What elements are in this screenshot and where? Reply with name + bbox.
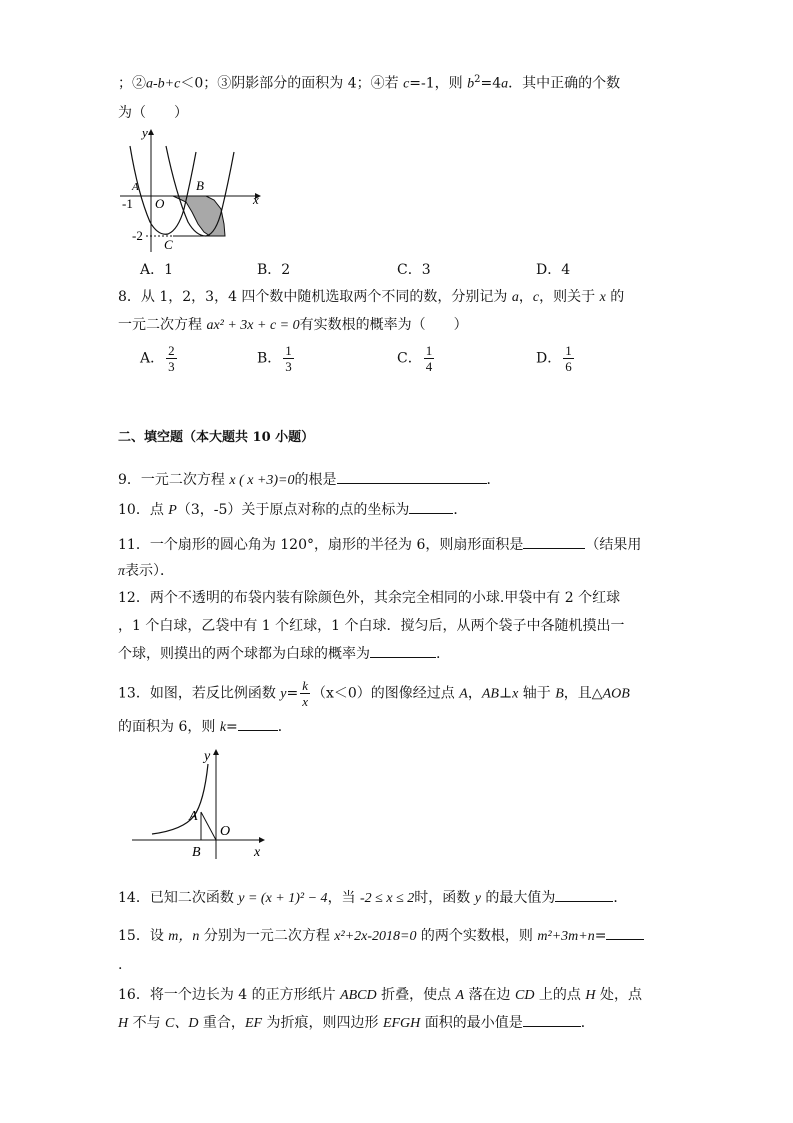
numerator: 2 <box>168 343 175 358</box>
q16-text: ． <box>580 1015 595 1031</box>
fraction <box>166 343 177 374</box>
q9-text: ． <box>486 472 501 488</box>
q13-text: ，且△ <box>563 685 603 702</box>
q9 <box>118 469 501 491</box>
q7-option-a: A．1 <box>140 262 174 278</box>
q7-option-b: B．2 <box>257 262 291 278</box>
q7-text: ② <box>132 75 146 92</box>
q8-text: 有实数根的概率为（ ） <box>299 317 468 333</box>
q7-line-1 <box>118 70 620 95</box>
q12-text: 个球，则摸出的两个球都为白球的概率为 <box>118 646 370 662</box>
q13-hyperbola-figure <box>128 744 278 864</box>
option-label: C． <box>397 350 422 367</box>
answer-blank[interactable] <box>238 716 278 731</box>
q13-text: A <box>459 686 468 702</box>
q16-text: 不与 <box>128 1015 166 1031</box>
q10 <box>118 499 467 521</box>
q16-line-2 <box>118 1012 595 1034</box>
q8-text: a <box>511 290 519 305</box>
q7-parabola-figure <box>118 124 268 254</box>
q14-equation: y = (x + 1)² − 4 <box>238 891 328 906</box>
numerator: 1 <box>565 343 572 358</box>
numerator: k <box>302 678 308 693</box>
q7-option-c: C．3 <box>397 262 431 278</box>
option-label: D． <box>536 350 562 367</box>
q14-text: y <box>474 891 481 906</box>
q7-option-d: D．4 <box>536 262 571 278</box>
label-o: O <box>220 824 231 839</box>
q16-text: EF <box>244 1016 263 1031</box>
q8-option-b <box>257 343 296 374</box>
answer-blank[interactable] <box>409 499 453 514</box>
q9-text: 的根是 <box>294 472 337 488</box>
q10-text: （3，-5） <box>176 502 242 518</box>
label-y: y <box>204 749 211 764</box>
q16-text: 上的点 <box>534 987 586 1003</box>
q16-text: 处，点 <box>595 987 642 1003</box>
q8-text: 8．从 1，2，3，4 四个数中随机选取两个不同的数，分别记为 <box>118 289 512 305</box>
answer-blank[interactable] <box>555 887 613 902</box>
fraction <box>563 343 574 374</box>
q8-option-c <box>397 343 436 374</box>
parabola-left <box>130 146 196 234</box>
q14-text: 时，函数 <box>414 890 475 906</box>
q16-text: 折叠，使点 <box>376 987 456 1003</box>
q7-text: b <box>467 76 475 92</box>
q15-line-2: . <box>118 957 123 973</box>
q8-text: ， <box>518 289 533 305</box>
q13-text: B <box>555 686 564 702</box>
section-2-heading: 二、填空题（本大题共 10 小题） <box>118 430 315 445</box>
q15-equation: x²+2x-2018=0 <box>334 929 417 944</box>
q16-text: 面积的最小值是 <box>420 1015 523 1031</box>
q14-text: -2 ≤ x ≤ 2 <box>360 891 415 906</box>
q16-text: CD <box>515 988 535 1003</box>
q13-text: ． <box>277 719 292 735</box>
q16-text: ABCD <box>340 988 377 1003</box>
q16-text: 落在边 <box>464 987 516 1003</box>
q11-line-2 <box>118 561 174 582</box>
q14-text: 的最大值为 <box>480 890 556 906</box>
q10-text: 10．点 <box>118 502 169 518</box>
q15-text: 15．设 <box>118 928 169 944</box>
label-b: B <box>192 845 201 860</box>
label-x: x <box>253 192 259 207</box>
q11-text: 11．一个扇形的圆心角为 <box>118 537 281 553</box>
q7-text: a-b+c <box>146 76 181 92</box>
numerator: 1 <box>285 343 292 358</box>
label-x: x <box>254 845 261 860</box>
q13-line-1 <box>118 678 630 709</box>
q16-text: A <box>455 988 465 1003</box>
fraction <box>424 343 435 374</box>
q8-line-2 <box>118 315 468 336</box>
q7-text: =4 <box>480 75 502 92</box>
q15-line-1 <box>118 925 644 947</box>
q7-text: ④ <box>370 75 385 92</box>
q8-text: 一元二次方程 <box>118 317 207 333</box>
q14-text: 14．已知二次函数 <box>118 890 239 906</box>
q13-text: k <box>219 720 227 735</box>
q15-text: 分别为一元二次方程 <box>199 928 335 944</box>
q9-text: 9．一元二次方程 <box>118 472 230 488</box>
denominator: 4 <box>425 359 433 374</box>
q8-text: ，则关于 <box>539 289 600 305</box>
q8-option-a <box>140 343 179 374</box>
q12-line-2: ，1 个白球，乙袋中有 1 个红球，1 个白球．搅匀后，从两个袋子中各随机摸出一 <box>118 618 625 634</box>
q16-text: H <box>585 988 596 1003</box>
label-y: y <box>142 125 148 140</box>
q7-text: ．其中正确的个数 <box>508 75 621 92</box>
q10-text: ． <box>453 502 468 518</box>
q8-equation: ax² + 3x + c = 0 <box>206 318 300 333</box>
hyperbola-branch <box>152 764 208 834</box>
q16-text: C、D <box>165 1016 199 1031</box>
q13-text: y <box>280 686 287 702</box>
label-c: C <box>164 237 173 252</box>
q7-text: a <box>501 76 509 92</box>
q11-text: 表示）． <box>125 563 175 579</box>
q13-text: 轴于 <box>518 685 556 702</box>
q9-equation: x ( x +3)=0 <box>229 473 295 488</box>
q7-text: 2 <box>474 74 481 85</box>
segment-ao <box>201 812 216 840</box>
label-a: A <box>189 809 198 824</box>
q7-text: 阴影部分的面积为 4； <box>231 75 371 92</box>
denominator: 3 <box>285 359 292 374</box>
denominator: 3 <box>168 359 175 374</box>
q8-text: c <box>532 290 540 305</box>
label-b: B <box>196 178 204 193</box>
q8-text: 的 <box>605 289 625 305</box>
q13-text: ， <box>467 685 482 702</box>
q8-option-d <box>536 343 576 374</box>
q15-text: m，n <box>168 929 200 944</box>
q7-text: c <box>403 76 410 92</box>
q13-text: 的面积为 6，则 <box>118 719 220 735</box>
q11-text: π <box>118 564 126 579</box>
fraction <box>283 343 294 374</box>
q12-text: . <box>436 646 441 662</box>
q11-text: ，扇形的半径为 6，则扇形面积是 <box>314 537 524 553</box>
q13-text: （x＜0）的图像经过点 <box>312 685 460 702</box>
q12-line-1: 12．两个不透明的布袋内装有除颜色外，其余完全相同的小球.甲袋中有 2 个红球 <box>118 590 621 606</box>
q11-text: 120° <box>280 537 314 553</box>
q12-line-3 <box>118 643 440 664</box>
answer-blank[interactable] <box>606 925 644 940</box>
q14-text: ． <box>613 890 628 906</box>
q13-text: x <box>512 686 519 702</box>
q7-text: ③ <box>217 75 232 92</box>
q14-text: ，当 <box>327 890 361 906</box>
label-neg2: -2 <box>132 228 143 243</box>
fraction <box>300 678 310 709</box>
answer-blank[interactable] <box>370 643 436 658</box>
q11-text: （结果用 <box>585 537 642 553</box>
q14 <box>118 887 627 909</box>
q15-text: = <box>594 928 607 944</box>
q16-text: EFGH <box>382 1016 421 1031</box>
answer-blank[interactable] <box>523 1012 581 1027</box>
label-neg1: -1 <box>122 196 133 211</box>
q8-text: x <box>599 290 606 305</box>
q13-text: AB <box>481 686 499 702</box>
answer-blank[interactable] <box>337 469 487 484</box>
denominator: 6 <box>565 359 572 374</box>
option-label: A． <box>140 350 165 367</box>
q11-line-1 <box>118 534 641 555</box>
q13-text: 13．如图，若反比例函数 <box>118 685 281 702</box>
q10-text: P <box>168 503 177 518</box>
q13-line-2 <box>118 716 292 738</box>
q13-text: = <box>286 685 299 702</box>
q16-text: 为折痕，则四边形 <box>262 1015 383 1031</box>
q7-text: ＜0； <box>180 75 218 92</box>
q13-text: ⊥ <box>498 685 513 702</box>
q15-text: m²+3m+n <box>537 929 595 944</box>
q7-text: =-1，则 <box>409 75 468 92</box>
q16-text: 16．将一个边长为 4 的正方形纸片 <box>118 987 341 1003</box>
label-a: A <box>132 181 139 193</box>
answer-blank[interactable] <box>523 534 585 549</box>
q13-text: AOB <box>602 686 630 702</box>
q15-text: 的两个实数根，则 <box>416 928 538 944</box>
label-o: O <box>155 196 165 211</box>
q16-text: 重合， <box>198 1015 245 1031</box>
denominator: x <box>302 694 308 709</box>
q16-text: H <box>118 1016 129 1031</box>
q8-line-1 <box>118 287 624 308</box>
option-label: B． <box>257 350 282 367</box>
q16-line-1 <box>118 985 642 1006</box>
q13-text: = <box>226 719 238 735</box>
numerator: 1 <box>425 343 433 358</box>
q7-text: 若 <box>384 75 404 92</box>
q7-text: ； <box>118 75 132 92</box>
q10-text: 关于原点对称的点的坐标为 <box>241 502 410 518</box>
q7-line-2: 为（ ） <box>118 105 188 121</box>
